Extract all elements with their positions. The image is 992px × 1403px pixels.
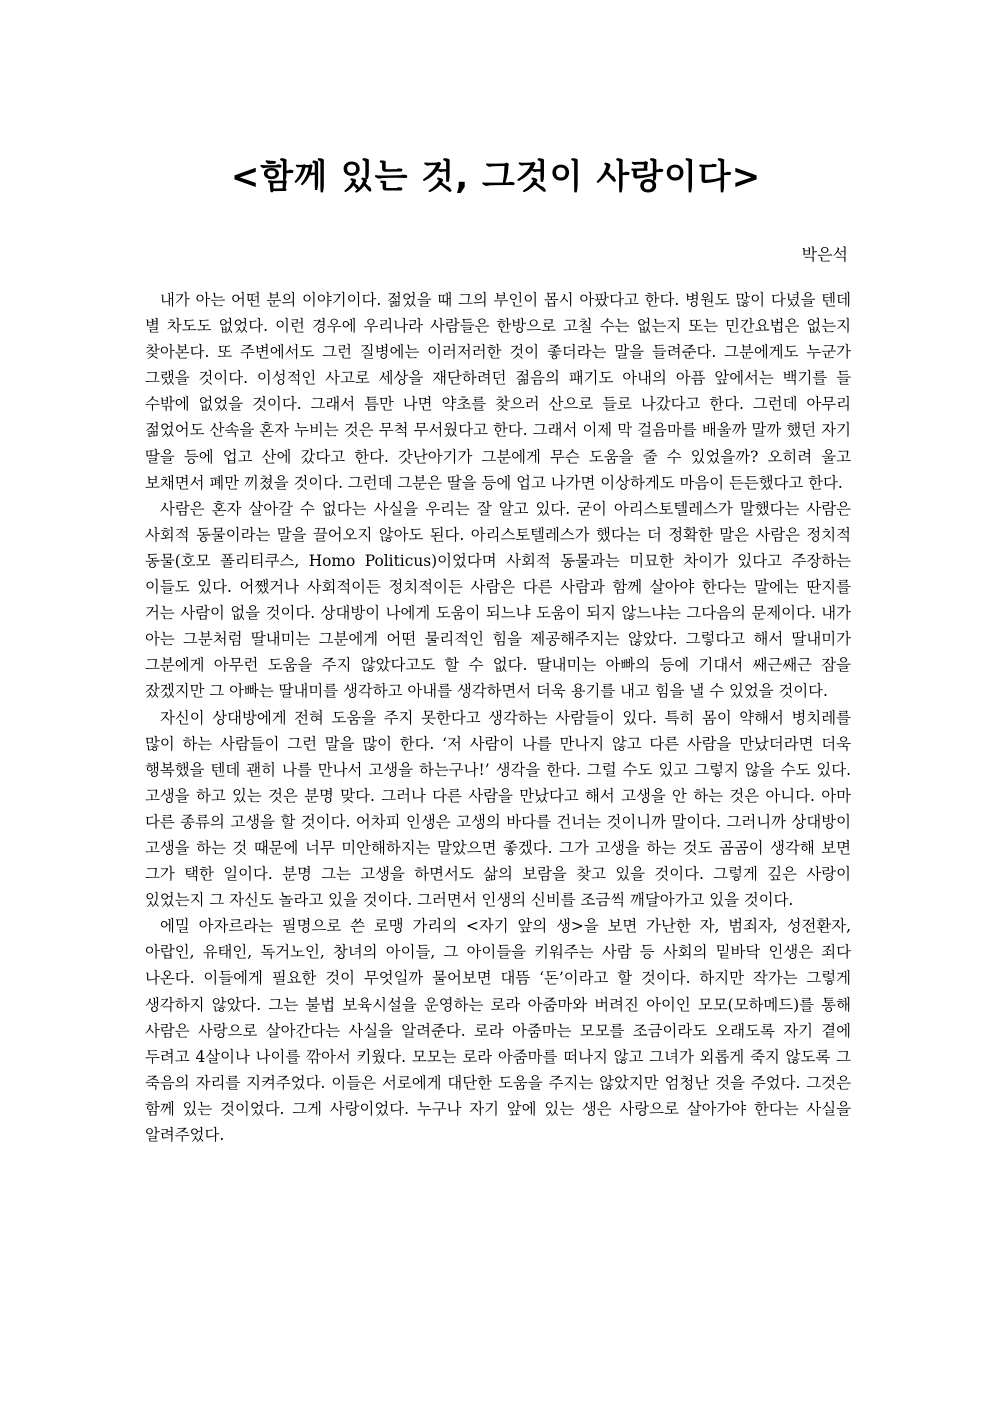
document-body	[145, 287, 851, 1148]
paragraph-4: 에밀 아자르라는 필명으로 쓴 로맹 가리의 <자기 앞의 생>을 보면 가난한 자, 범죄자, 성전환자, 아랍인, 유태인, 독거노인, 창녀의 아이들, 그 아이들을 키워주는 사람 등 사회의 밑바닥 인생은 죄다 나온다. 이들에게 필요한 것이 무엇일까 물어보면 대뜸 ‘돈’이라고 할 것이다. 하지만 작가는 그렇게 생각하지 않았다. 그는 불법 보육시설을 운영하는 로라 아줌마와 버려진 아이인 모모(모하메드)를 통해 사람은 사랑으로 살아간다는 사실을 알려준다. 로라 아줌마는 모모를 조금이라도 오래도록 자기 곁에 두려고 4살이나 나이를 깎아서 키웠다. 모모는 로라 아줌마를 떠나지 않고 그녀가 외롭게 죽지 않도록 그 죽음의 자리를 지켜주었다. 이들은 서로에게 대단한 도움을 주지는 않았지만 엄청난 것을 주었다. 그것은 함께 있는 것이었다. 그게 사랑이었다. 누구나 자기 앞에 있는 생은 사랑으로 살아가야 한다는 사실을 알려주었다.	[145, 917, 851, 1144]
paragraph-1: 내가 아는 어떤 분의 이야기이다. 젊었을 때 그의 부인이 몹시 아팠다고 한다. 병원도 많이 다녔을 텐데 별 차도도 없었다. 이런 경우에 우리나라 사람들은 한방으로 고칠 수는 없는지 또는 민간요법은 없는지 찾아본다. 또 주변에서도 그런 질병에는 이러저러한 것이 좋더라는 말을 들려준다. 그분에게도 누군가 그랬을 것이다. 이성적인 사고로 세상을 재단하려던 젊음의 패기도 아내의 아픔 앞에서는 백기를 들 수밖에 없었을 것이다. 그래서 틈만 나면 약초를 찾으러 산으로 들로 나갔다고 한다. 그런데 아무리 젊었어도 산속을 혼자 누비는 것은 무척 무서웠다고 한다. 그래서 이제 막 걸음마를 배울까 말까 했던 자기 딸을 등에 업고 산에 갔다고 한다. 갓난아기가 그분에게 무슨 도움을 줄 수 있었을까? 오히려 울고 보채면서 폐만 끼쳤을 것이다. 그런데 그분은 딸을 등에 업고 나가면 이상하게도 마음이 든든했다고 한다.	[145, 291, 851, 492]
document-title: <함께 있는 것, 그것이 사랑이다>	[230, 157, 762, 197]
paragraph-3: 자신이 상대방에게 전혀 도움을 주지 못한다고 생각하는 사람들이 있다. 특히 몸이 약해서 병치레를 많이 하는 사람들이 그런 말을 많이 한다. ‘저 사람이 나를 만나지 않고 다른 사람을 만났더라면 더욱 행복했을 텐데 괜히 나를 만나서 고생을 하는구나!’ 생각을 한다. 그럴 수도 있고 그렇지 않을 수도 있다. 고생을 하고 있는 것은 분명 맞다. 그러나 다른 사람을 만났다고 해서 고생을 안 하는 것은 아니다. 아마 다른 종류의 고생을 할 것이다. 어차피 인생은 고생의 바다를 건너는 것이니까 말이다. 그러니까 상대방이 고생을 하는 것 때문에 너무 미안해하지는 말았으면 좋겠다. 그가 고생을 하는 것도 곰곰이 생각해 보면 그가 택한 일이다. 분명 그는 고생을 하면서도 삶의 보람을 찾고 있을 것이다. 그렇게 깊은 사랑이 있었는지 그 자신도 놀라고 있을 것이다. 그러면서 인생의 신비를 조금씩 깨달아가고 있을 것이다.	[145, 708, 851, 910]
author-name: 박은석	[801, 245, 848, 264]
paragraph-2: 사람은 혼자 살아갈 수 없다는 사실을 우리는 잘 알고 있다. 굳이 아리스토텔레스가 말했다는 사람은 사회적 동물이라는 말을 끌어오지 않아도 된다. 아리스토텔레스가 했다는 더 정확한 말은 사람은 정치적 동물(호모 폴리티쿠스, Homo Politicus)이었다며 사회적 동물과는 미묘한 차이가 있다고 주장하는 이들도 있다. 어쨌거나 사회적이든 정치적이든 사람은 다른 사람과 함께 살아야 한다는 말에는 딴지를 거는 사람이 없을 것이다. 상대방이 나에게 도움이 되느냐 도움이 되지 않느냐는 그다음의 문제이다. 내가 아는 그분처럼 딸내미는 그분에게 어떤 물리적인 힘을 제공해주지는 않았다. 그렇다고 해서 딸내미가 그분에게 아무런 도움을 주지 않았다고도 할 수 없다. 딸내미는 아빠의 등에 기대서 쌔근쌔근 잠을 잤겠지만 그 아빠는 딸내미를 생각하고 아내를 생각하면서 더욱 용기를 내고 힘을 낼 수 있었을 것이다.	[145, 499, 851, 701]
